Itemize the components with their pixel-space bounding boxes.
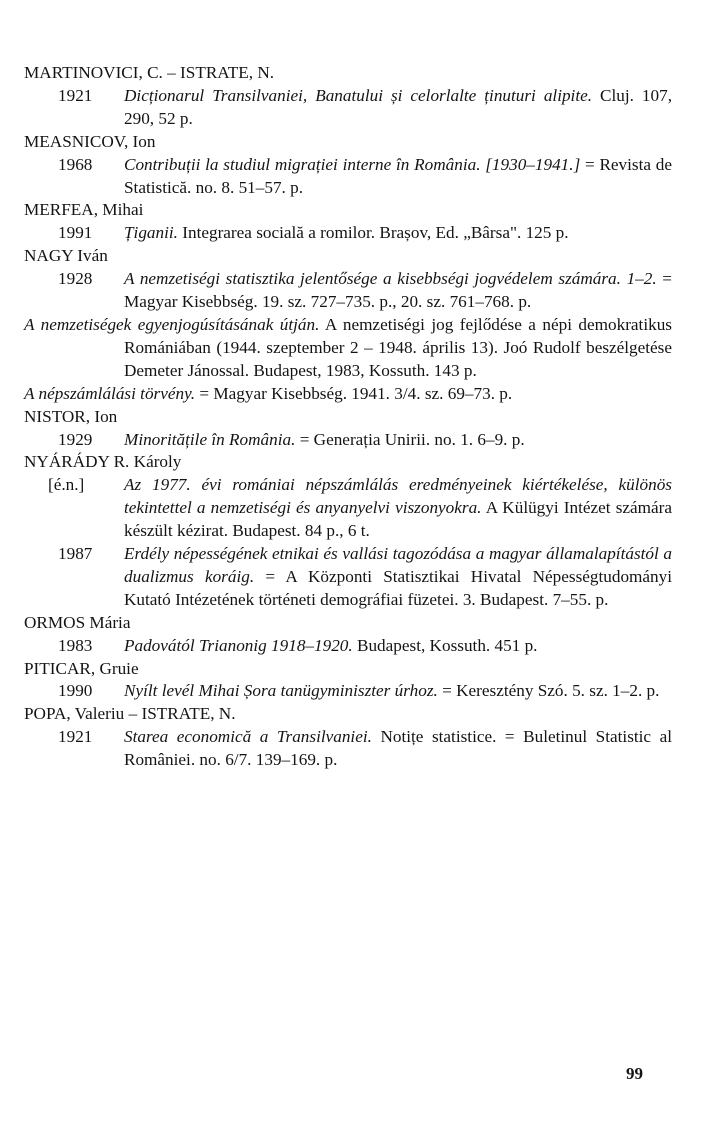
entry-details: = Keresztény Szó. 5. sz. 1–2. p. [437, 681, 660, 701]
entry-details: Notițe statistice. = Buletinul Statistic al României. no. 6/7. 139–169. p. [124, 727, 673, 770]
bibliography-entry [24, 680, 686, 703]
bibliography-list [24, 62, 686, 772]
entry-year: 1921 [58, 727, 93, 747]
entry-details: Cluj. 107, 290, 52 p. [124, 85, 672, 128]
bibliography-entry [24, 383, 686, 406]
entry-year: 1991 [58, 223, 93, 243]
entry-title: A nemzetiségi statisztika jelentősége a kisebbségi jogvédelem számára. 1–2. [124, 269, 657, 289]
entry-year: 1987 [58, 544, 93, 564]
entry-details: = Magyar Kisebbség. 1941. 3/4. sz. 69–73. p. [195, 383, 513, 403]
entry-title: A népszámlálási törvény. [24, 383, 196, 403]
entry-year: 1921 [58, 85, 93, 105]
author-name: NYÁRÁDY R. Károly [24, 452, 182, 472]
entry-year: 1983 [58, 635, 93, 655]
entry-details: = Generația Unirii. no. 1. 6–9. p. [295, 429, 525, 449]
entry-details: = A Központi Statisztikai Hivatal Népességtudományi Kutató Intézetének történeti demográfiai füzetei. 3. Budapest. 7–55. p. [124, 566, 672, 609]
entry-title: Contribuții la studiul migrației interne în România. [1930–1941.] [124, 154, 581, 174]
entry-details: = Magyar Kisebbség. 19. sz. 727–735. p., 20. sz. 761–768. p. [124, 269, 672, 312]
entry-title: Minoritățile în România. [124, 429, 296, 449]
bibliography-entry [24, 474, 686, 543]
entry-year: 1928 [58, 269, 93, 289]
entry-year: 1990 [58, 681, 93, 701]
bibliography-entry [24, 726, 686, 772]
author-name: ORMOS Mária [24, 612, 131, 632]
entry-details: A nemzetiségi jog fejlődése a népi demokratikus Romániában (1944. szeptember 2 – 1948. április 13). Joó Rudolf beszélgetése Demeter Jánossal. Budapest, 1983, Kossuth. 143 p. [124, 314, 672, 380]
entry-year: 1929 [58, 429, 93, 449]
author-name: PITICAR, Gruie [24, 658, 139, 678]
entry-title: Padovától Trianonig 1918–1920. [124, 635, 353, 655]
author-name: MARTINOVICI, C. – ISTRATE, N. [24, 63, 275, 82]
entry-title: Erdély népességének etnikai és vallási tagozódása a magyar államalapítástól a dualizmus koráig. [124, 544, 672, 586]
entry-details: A Külügyi Intézet számára készült kézirat. Budapest. 84 p., 6 t. [124, 498, 673, 541]
entry-title: A nemzetiségek egyenjogúsításának útján. [24, 314, 320, 334]
entry-details: Budapest, Kossuth. 451 p. [352, 635, 538, 655]
bibliography-entry [24, 85, 686, 131]
entry-title: Nyílt levél Mihai Șora tanügyminiszter úrhoz. [124, 681, 438, 701]
entry-details: = Revista de Statistică. no. 8. 51–57. p. [124, 154, 672, 197]
bibliography-entry [24, 314, 686, 383]
author-name: NISTOR, Ion [24, 406, 118, 426]
author-name: MEASNICOV, Ion [24, 131, 156, 151]
author-name: MERFEA, Mihai [24, 200, 144, 220]
bibliography-entry [24, 429, 686, 452]
entry-year: [é.n.] [48, 475, 85, 495]
bibliography-entry [24, 268, 686, 314]
entry-title: Starea economică a Transilvaniei. [124, 727, 372, 747]
entry-title: Az 1977. évi romániai népszámlálás eredményeinek kiértékelése, különös tekintettel a nemzetiségi és anyanyelvi viszonyokra. [124, 475, 672, 518]
entry-title: Dicționarul Transilvaniei, Banatului și celorlalte ținuturi alipite. [124, 85, 593, 105]
page-number: 99 [626, 1064, 643, 1083]
bibliography-entry [24, 635, 686, 658]
author-name: POPA, Valeriu – ISTRATE, N. [24, 704, 236, 724]
bibliography-entry [24, 222, 686, 245]
bibliography-entry [24, 543, 686, 612]
entry-year: 1968 [58, 154, 93, 174]
author-name: NAGY Iván [24, 246, 108, 266]
entry-details: Integrarea socială a romilor. Brașov, Ed. „Bârsa". 125 p. [177, 223, 569, 243]
entry-title: Țiganii. [124, 223, 178, 243]
bibliography-entry [24, 154, 686, 200]
